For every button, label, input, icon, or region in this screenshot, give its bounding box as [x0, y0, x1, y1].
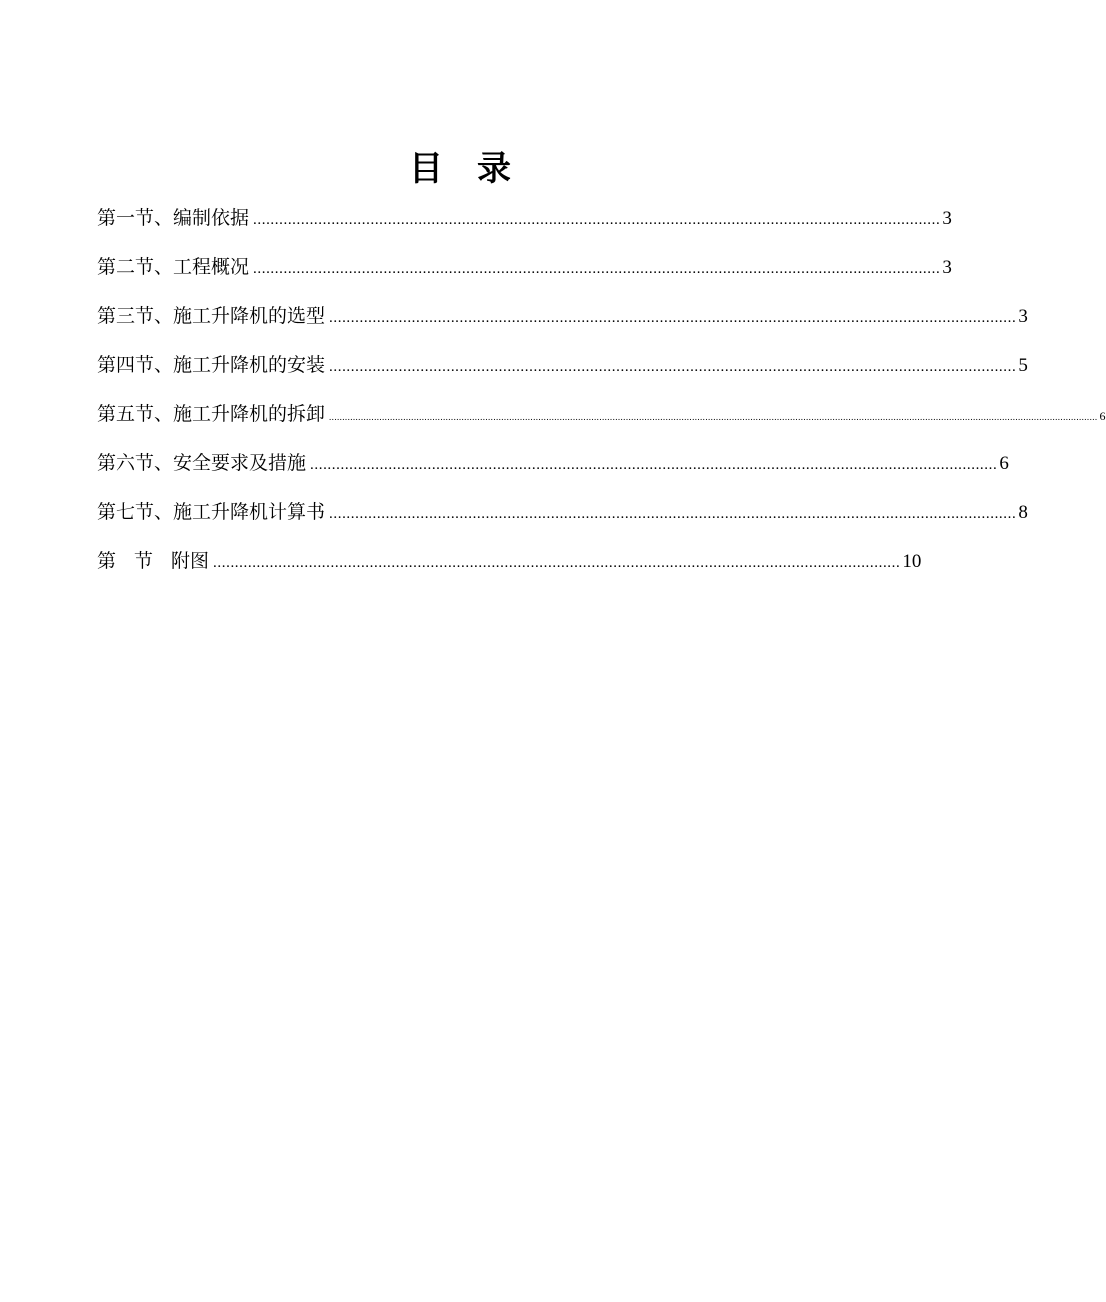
toc-entry-label — [97, 543, 213, 579]
toc-entry[interactable] — [97, 347, 1028, 396]
toc-entry-label: 第一节、编制依据 — [97, 207, 250, 229]
toc-leader-dots: .............................................................................................................................................................. — [329, 310, 1017, 326]
toc-entry-label: 第二节、工程概况 — [97, 256, 250, 278]
toc-entry-label: 第六节、安全要求及措施 — [97, 452, 307, 474]
toc-title-char-2: 录 — [477, 149, 511, 189]
toc-leader-dots: .............................................................................................................................................................. — [253, 212, 941, 228]
toc-entry-page: 8 — [1018, 502, 1028, 523]
toc-entry-page: 6 — [999, 453, 1009, 474]
toc-entry[interactable] — [97, 396, 1106, 445]
toc-entry-label-part: 节 — [134, 550, 154, 572]
toc-title-char-1: 目 — [409, 149, 443, 189]
toc-entry-page: 5 — [1018, 355, 1028, 376]
toc-leader-dots: .............................................................................................................................................................. — [213, 555, 901, 571]
toc-entry[interactable] — [97, 543, 922, 592]
toc-entry-label: 第三节、施工升降机的选型 — [97, 305, 326, 327]
toc-entry[interactable] — [97, 200, 952, 249]
toc-entry-page: 10 — [902, 551, 922, 572]
toc-entry-label: 第五节、施工升降机的拆卸 — [97, 403, 326, 425]
toc-entry-page: 3 — [1018, 306, 1028, 327]
toc-entry-label-part: 附图 — [171, 550, 210, 572]
toc-list — [97, 200, 1106, 592]
toc-title — [0, 146, 920, 192]
toc-entry[interactable] — [97, 249, 952, 298]
toc-entry-label: 第四节、施工升降机的安装 — [97, 354, 326, 376]
toc-entry-label-part: 第 — [97, 550, 117, 572]
toc-entry-page: 3 — [942, 208, 952, 229]
toc-entry-page: 3 — [942, 257, 952, 278]
toc-entry-label: 第七节、施工升降机计算书 — [97, 501, 326, 523]
toc-entry-page: 6 — [1099, 409, 1106, 423]
toc-entry[interactable] — [97, 445, 1009, 494]
toc-leader-dots: .............................................................................................................................................................. — [329, 506, 1017, 522]
toc-entry[interactable] — [97, 298, 1028, 347]
toc-leader-dots: .............................................................................................................................................................. — [253, 261, 941, 277]
toc-leader-dots: .............................................................................................................................................................. — [329, 359, 1017, 375]
toc-entry[interactable] — [97, 494, 1028, 543]
toc-leader-dots: .................................................................................................................................................................................................................................................................................................. — [329, 412, 1098, 422]
toc-leader-dots: .............................................................................................................................................................. — [310, 457, 998, 473]
